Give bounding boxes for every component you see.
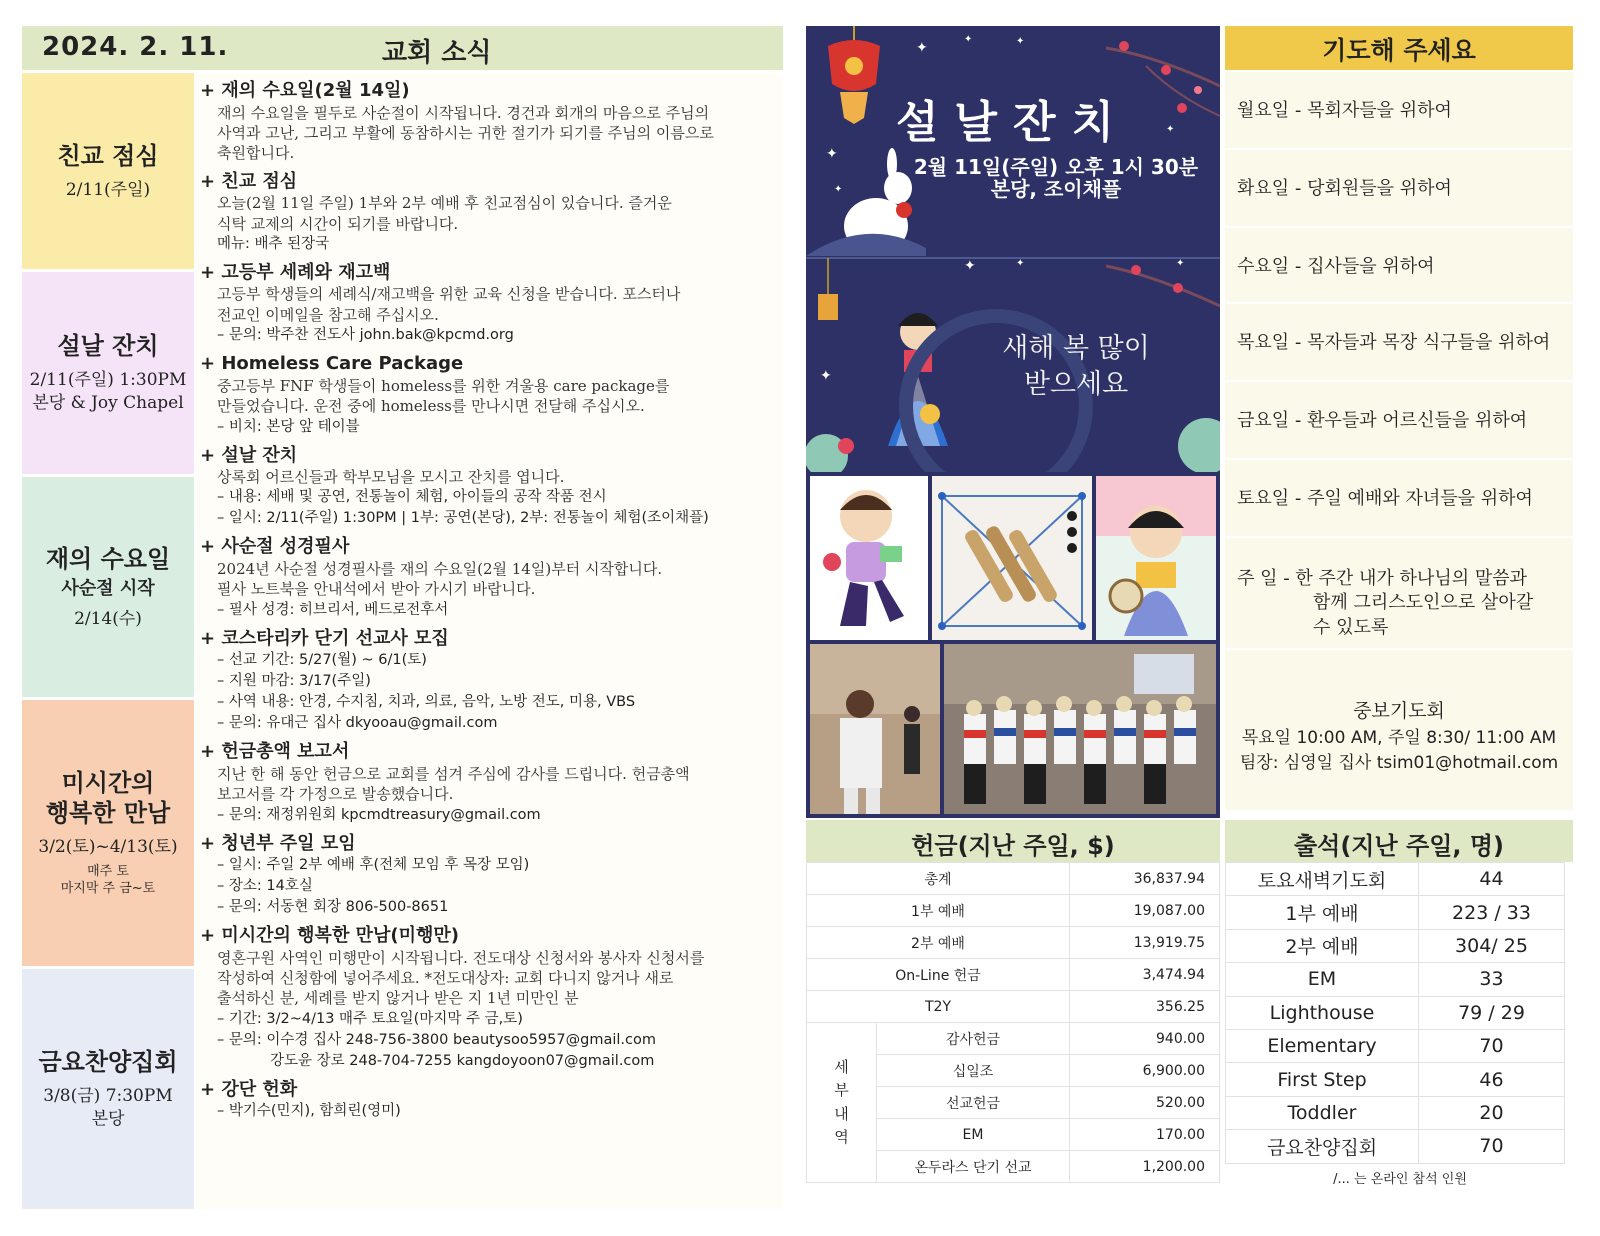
prayer-item: 수요일 - 집사들을 위하여	[1237, 256, 1435, 277]
boy-hanbok-image	[810, 476, 928, 640]
prayer-divider	[1225, 536, 1573, 538]
news-item-title: + 청년부 주일 모임	[200, 832, 356, 854]
prayer-divider	[1225, 648, 1573, 650]
news-item-detail: – 필사 성경: 히브리서, 베드로전후서	[217, 601, 449, 618]
attendance-heading: 출석(지난 주일, 명)	[1225, 820, 1573, 862]
news-item-detail: – 선교 기간: 5/27(월) ~ 6/1(토)	[217, 652, 427, 669]
news-item	[200, 1079, 780, 1123]
sidebar-sub: 2/11(주일)	[65, 179, 151, 200]
offering-detail-label	[807, 1023, 877, 1183]
news-item	[200, 741, 780, 825]
prayer-item: 토요일 - 주일 예배와 자녀들을 위하여	[1237, 488, 1533, 509]
attendance-value: 70	[1419, 1130, 1565, 1163]
intercession-leader: 팀장: 심영일 집사 tsim01@hotmail.com	[1239, 753, 1559, 773]
news-item-detail: – 일시: 주일 2부 예배 후(전체 모임 후 목장 모임)	[217, 857, 530, 874]
star-icon: ✦	[1016, 36, 1025, 47]
offering-label: On-Line 헌금	[807, 959, 1070, 991]
poster-title: 설날잔치	[895, 97, 1130, 148]
news-item-title: + 고등부 세례와 재고백	[200, 261, 391, 283]
news-item-body: 작성하여 신청함에 넣어주세요. *전도대상자: 교회 다니지 않거나 새로	[217, 969, 674, 988]
star-icon: ✦	[826, 146, 838, 162]
table-row	[1226, 963, 1565, 996]
offering-value: 940.00	[1070, 1023, 1220, 1055]
news-item	[200, 262, 780, 346]
sidebar-box-newyear	[22, 272, 194, 474]
offering-value: 170.00	[1070, 1119, 1220, 1151]
table-row	[1226, 1063, 1565, 1096]
attendance-value: 20	[1419, 1096, 1565, 1129]
news-list	[200, 80, 780, 1129]
news-header	[22, 26, 783, 70]
news-item-body: 만들었습니다. 운전 중에 homeless를 만나시면 전달해 주십시오.	[217, 397, 645, 416]
news-item-detail: – 문의: 재정위원회 kpcmdtreasury@gmail.com	[217, 806, 541, 823]
news-title: 교회 소식	[382, 38, 492, 68]
new-year-poster	[806, 26, 1220, 472]
offering-label: 감사헌금	[877, 1023, 1070, 1055]
offering-value: 356.25	[1070, 991, 1220, 1023]
star-icon: ✦	[820, 368, 832, 384]
attendance-label: Lighthouse	[1226, 996, 1419, 1029]
table-row	[1226, 896, 1565, 929]
prayer-divider	[1225, 458, 1573, 460]
news-item	[200, 628, 780, 735]
offering-label: 2부 예배	[807, 927, 1070, 959]
sidebar-box-michigan	[22, 700, 194, 966]
prayer-item: 목요일 - 목자들과 목장 식구들을 위하여	[1237, 332, 1551, 353]
sidebar-sub: 2/14(수)	[74, 608, 142, 629]
poster-place: 본당, 조이채플	[990, 177, 1122, 201]
prayer-sunday: 주 일 - 한 주간 내가 하나님의 말씀과 함께 그리스도인으로 살아갈 수 있도록	[1237, 568, 1534, 638]
taekwondo-photo	[810, 644, 940, 814]
table-row	[1226, 1029, 1565, 1062]
offering-value: 36,837.94	[1070, 863, 1220, 895]
news-item-detail: – 장소: 14호실	[217, 878, 313, 895]
news-item-title: + 강단 헌화	[200, 1078, 298, 1100]
news-item-detail: 강도윤 장로 248-704-7255 kangdoyoon07@gmail.com	[270, 1052, 655, 1069]
news-item-body: 전교인 이메일을 참고해 주십시오.	[217, 305, 439, 324]
attendance-value: 70	[1419, 1029, 1565, 1062]
news-item-detail: – 지원 마감: 3/17(주일)	[217, 673, 371, 690]
attendance-label: 2부 예배	[1226, 929, 1419, 962]
news-item-body: 중고등부 FNF 학생들이 homeless를 위한 겨울용 care package를	[217, 376, 670, 395]
offering-value: 13,919.75	[1070, 927, 1220, 959]
sidebar-sub: 3/2(토)~4/13(토)	[38, 836, 178, 857]
offering-value: 520.00	[1070, 1087, 1220, 1119]
news-item-body: 지난 한 해 동안 헌금으로 교회를 섬겨 주심에 감사를 드립니다. 헌금총액	[217, 764, 690, 783]
poster-greeting: 받으세요	[1023, 369, 1129, 401]
prayer-item: 화요일 - 당회원들을 위하여	[1237, 178, 1452, 199]
table-row	[1226, 929, 1565, 962]
news-item-detail: – 사역 내용: 안경, 수지침, 치과, 의료, 음악, 노방 전도, 미용, VBS	[217, 694, 636, 711]
offering-value: 1,200.00	[1070, 1151, 1220, 1183]
sidebar-sub: 본당 & Joy Chapel	[32, 393, 184, 413]
news-item-body: 2024년 사순절 성경필사를 재의 수요일(2월 14일)부터 시작합니다.	[217, 559, 663, 578]
attendance-note: /... 는 온라인 참석 인원	[1333, 1172, 1467, 1187]
table-row	[1226, 863, 1565, 896]
attendance-label: Toddler	[1226, 1096, 1419, 1129]
news-item-detail: – 박기수(민지), 함희린(영미)	[217, 1103, 401, 1120]
news-item-detail: – 비치: 본당 앞 테이블	[217, 418, 360, 435]
news-item-body: 필사 노트북을 안내석에서 받아 가시기 바랍니다.	[217, 580, 536, 599]
sidebar-box-lunch	[22, 73, 194, 269]
attendance-label: EM	[1226, 963, 1419, 996]
attendance-label: 1부 예배	[1226, 896, 1419, 929]
news-item-body: 상록회 어르신들과 학부모님을 모시고 잔치를 엽니다.	[217, 468, 565, 487]
attendance-value: 79 / 29	[1419, 996, 1565, 1029]
news-item	[200, 536, 780, 620]
news-item	[200, 925, 780, 1072]
group-photo	[944, 644, 1216, 814]
girl-drum-image	[1096, 476, 1216, 640]
news-item-body: 고등부 학생들의 세례식/재고백을 위한 교육 신청을 받습니다. 포스터나	[217, 285, 681, 304]
sidebar-title: 재의 수요일	[45, 544, 171, 573]
intercession-info	[1225, 697, 1573, 777]
prayer-divider	[1225, 148, 1573, 150]
offering-label: 십일조	[877, 1055, 1070, 1087]
news-item	[200, 171, 780, 255]
attendance-label: First Step	[1226, 1063, 1419, 1096]
offering-detail-char: 내	[834, 1104, 849, 1123]
sidebar-title: 미시간의	[61, 768, 155, 797]
table-row	[807, 927, 1220, 959]
intercession-time: 목요일 10:00 AM, 주일 8:30/ 11:00 AM	[1241, 727, 1557, 748]
table-row	[1226, 1096, 1565, 1129]
bulletin-date: 2024. 2. 11.	[42, 32, 229, 62]
star-icon: ✦	[1166, 124, 1175, 135]
news-item-title: + 사순절 성경필사	[200, 536, 350, 558]
sidebar-sub: 3/8(금) 7:30PM	[43, 1086, 173, 1107]
news-item-body: 오늘(2월 11일 주일) 1부와 2부 예배 후 친교점심이 있습니다. 즐거운	[217, 194, 672, 213]
prayer-item: 금요일 - 환우들과 어르신들을 위하여	[1237, 410, 1528, 431]
news-item-body: 영혼구원 사역인 미행만이 시작됩니다. 전도대상 신청서와 봉사자 신청서를	[217, 948, 705, 967]
poster-date-time: 2월 11일(주일) 오후 1시 30분	[913, 155, 1199, 179]
offering-value: 3,474.94	[1070, 959, 1220, 991]
prayer-heading: 기도해 주세요	[1225, 26, 1573, 70]
attendance-value: 223 / 33	[1419, 896, 1565, 929]
attendance-value: 44	[1419, 863, 1565, 896]
prayer-divider	[1225, 226, 1573, 228]
star-icon: ✦	[1016, 258, 1025, 269]
attendance-label: 토요새벽기도회	[1226, 863, 1419, 896]
offering-heading: 헌금(지난 주일, $)	[806, 820, 1220, 862]
news-item-detail: 메뉴: 배추 된장국	[217, 235, 330, 252]
sidebar-title-2: 행복한 만남	[45, 798, 171, 827]
news-item	[200, 353, 780, 437]
news-item	[200, 833, 780, 919]
sidebar-box-ash-wednesday	[22, 477, 194, 697]
news-item	[200, 445, 780, 530]
offering-detail-char: 세	[834, 1058, 849, 1076]
attendance-value: 46	[1419, 1063, 1565, 1096]
attendance-table	[1225, 862, 1565, 1164]
news-item-detail: – 내용: 세배 및 공연, 전통놀이 체험, 아이들의 공작 작품 전시	[217, 489, 607, 506]
star-icon: ✦	[916, 40, 928, 56]
table-row	[807, 1023, 1220, 1055]
intercession-title: 중보기도회	[1353, 700, 1445, 722]
prayer-divider	[1225, 302, 1573, 304]
news-item-title: + Homeless Care Package	[200, 353, 464, 375]
star-icon: ✦	[834, 184, 843, 195]
news-item-body: 축원합니다.	[217, 144, 295, 163]
star-icon: ✦	[1176, 258, 1185, 269]
news-item-detail: – 문의: 서동현 회장 806-500-8651	[217, 899, 449, 916]
offering-value: 19,087.00	[1070, 895, 1220, 927]
photo-collage	[806, 472, 1220, 818]
table-row	[1226, 996, 1565, 1029]
news-item-detail: – 문의: 유대근 집사 dkyooau@gmail.com	[217, 715, 498, 732]
sidebar-box-friday-praise	[22, 969, 194, 1209]
offering-label: 총계	[807, 863, 1070, 895]
offering-label: 1부 예배	[807, 895, 1070, 927]
sidebar-note: 마지막 주 금~토	[60, 881, 156, 897]
news-item-body: 사역과 고난, 그리고 부활에 동참하시는 귀한 절기가 되기를 주님의 이름으로	[217, 123, 714, 142]
sidebar-title: 친교 점심	[57, 141, 159, 170]
news-item-detail: – 문의: 박주찬 전도사 john.bak@kpcmd.org	[217, 327, 514, 344]
news-item-detail: – 일시: 2/11(주일) 1:30PM | 1부: 공연(본당), 2부: 전통놀이 체험(조이채플)	[217, 510, 709, 527]
news-item-body: 출석하신 분, 세례를 받지 않거나 받은 지 1년 미만인 분	[217, 989, 579, 1008]
offering-detail-char: 부	[834, 1081, 849, 1100]
table-row	[807, 959, 1220, 991]
offering-detail-char: 역	[834, 1127, 849, 1146]
sidebar-title-2: 사순절 시작	[61, 577, 155, 599]
attendance-value: 33	[1419, 963, 1565, 996]
sidebar-title: 설날 잔치	[57, 332, 159, 361]
sidebar-sub: 2/11(주일) 1:30PM	[29, 370, 187, 391]
table-row	[807, 991, 1220, 1023]
prayer-divider	[1225, 380, 1573, 382]
news-item-title: + 재의 수요일(2월 14일)	[200, 80, 410, 101]
offering-value: 6,900.00	[1070, 1055, 1220, 1087]
offering-table	[806, 862, 1220, 1183]
attendance-label: 금요찬양집회	[1226, 1130, 1419, 1163]
news-item-title: + 설날 잔치	[200, 444, 298, 466]
news-item-body: 보고서를 각 가정으로 발송했습니다.	[217, 785, 454, 804]
news-item-body: 식탁 교제의 시간이 되기를 바랍니다.	[217, 214, 459, 233]
offering-label: 온두라스 단기 선교	[877, 1151, 1070, 1183]
offering-label: T2Y	[807, 991, 1070, 1023]
star-icon: ✦	[964, 258, 976, 274]
news-item-detail: – 문의: 이수경 집사 248-756-3800 beautysoo5957@gmail.com	[217, 1031, 656, 1048]
table-row	[807, 895, 1220, 927]
prayer-list	[1225, 72, 1573, 810]
news-item-body: 재의 수요일을 필두로 사순절이 시작됩니다. 경건과 회개의 마음으로 주님의	[217, 103, 710, 122]
offering-label: 선교헌금	[877, 1087, 1070, 1119]
sidebar-title: 금요찬양집회	[38, 1048, 178, 1077]
news-item-title: + 친교 점심	[200, 170, 298, 192]
news-item	[200, 80, 780, 164]
yutnori-game-image	[932, 476, 1092, 640]
attendance-label: Elementary	[1226, 1029, 1419, 1062]
poster-greeting: 새해 복 많이	[1002, 333, 1150, 364]
attendance-value: 304/ 25	[1419, 929, 1565, 962]
prayer-item: 월요일 - 목회자들을 위하여	[1237, 100, 1452, 121]
table-row	[807, 863, 1220, 895]
offering-label: EM	[877, 1119, 1070, 1151]
star-icon: ✦	[964, 34, 973, 45]
news-item-title: + 미시간의 행복한 만남(미행만)	[200, 925, 459, 947]
table-row	[1226, 1130, 1565, 1163]
news-item-title: + 헌금총액 보고서	[200, 741, 350, 763]
sidebar-note: 매주 토	[87, 863, 129, 879]
news-item-title: + 코스타리카 단기 선교사 모집	[200, 627, 449, 649]
sidebar-sub: 본당	[91, 1109, 125, 1129]
news-item-detail: – 기간: 3/2~4/13 매주 토요일(마지막 주 금,토)	[217, 1010, 523, 1027]
